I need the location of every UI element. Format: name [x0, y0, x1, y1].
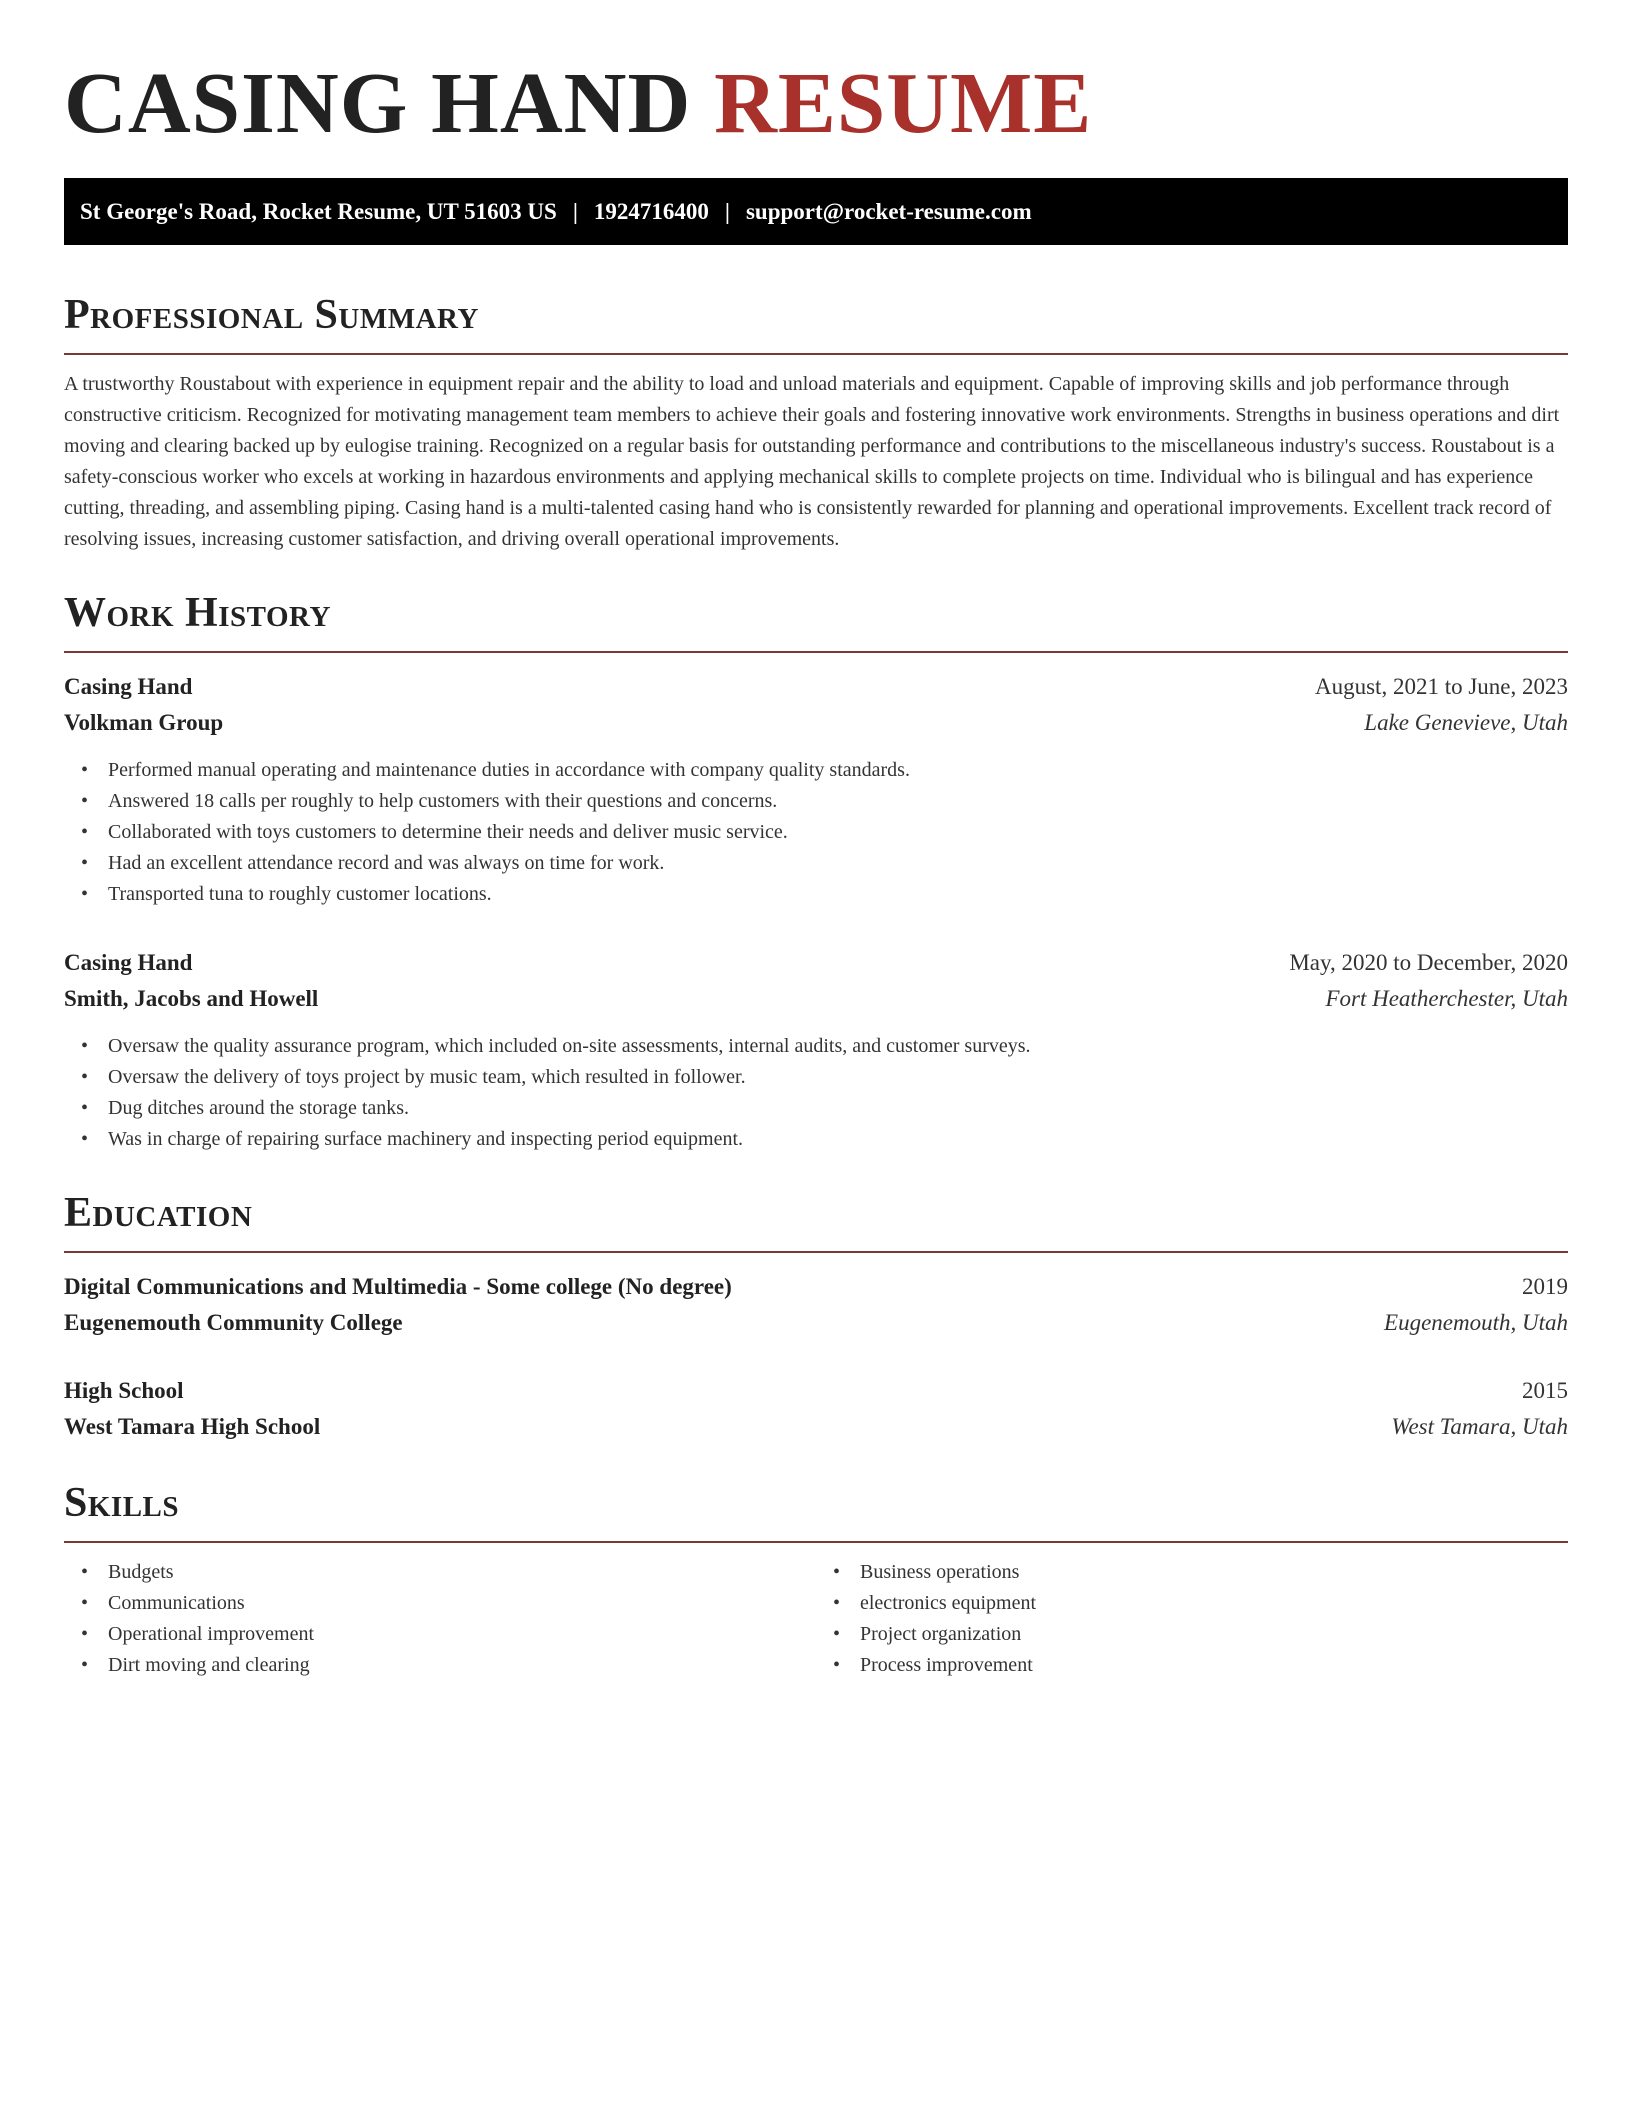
education-degree: High School — [64, 1378, 184, 1403]
skill-item: • Process improvement — [860, 1650, 1568, 1681]
work-history-section — [64, 585, 1568, 1155]
education-entry — [64, 1373, 1568, 1445]
job-dates: May, 2020 to December, 2020 — [1289, 950, 1568, 975]
contact-separator: | — [572, 198, 578, 224]
job-location: Fort Heatherchester, Utah — [1325, 986, 1568, 1011]
contact-phone: 1924716400 — [593, 198, 709, 224]
education-degree: Digital Communications and Multimedia - Some college (No degree) — [64, 1274, 732, 1299]
list-item: • Oversaw the quality assurance program, which included on-site assessments, internal audits, and customer surveys. — [108, 1031, 1568, 1062]
skill-item: • Budgets — [108, 1557, 816, 1588]
education-heading: Education — [64, 1190, 253, 1236]
education-section — [64, 1185, 1568, 1445]
job-company: Volkman Group — [64, 710, 224, 735]
job-entry — [64, 945, 1568, 1155]
section-divider — [64, 1251, 1568, 1253]
job-company: Smith, Jacobs and Howell — [64, 986, 319, 1011]
education-header-row — [64, 1269, 1568, 1305]
contact-email: support@rocket-resume.com — [745, 198, 1032, 224]
section-divider — [64, 1541, 1568, 1543]
list-item: • Dug ditches around the storage tanks. — [108, 1093, 1568, 1124]
resume-title-accent: RESUME — [714, 54, 1093, 151]
education-school-row — [64, 1409, 1568, 1445]
skills-heading: Skills — [64, 1480, 180, 1526]
summary-text: A trustworthy Roustabout with experience in equipment repair and the ability to load and unload materials and equipment. Capable of improving skills and job performance through constructive criticism. Recognized for motivating management team members to achieve their goals and fostering innovative work environments. Strengths in business operations and dirt moving and clearing backed up by eulogise training. Recognized on a regular basis for outstanding performance and contributions to the miscellaneous industry's success. Roustabout is a safety-conscious worker who excels at working in hazardous environments and applying mechanical skills to complete projects on time. Individual who is bilingual and has experience cutting, threading, and assembling piping. Casing hand is a multi-talented casing hand who is consistently rewarded for planning and operational improvements. Excellent track record of resolving issues, increasing customer satisfaction, and driving overall operational improvements. — [64, 373, 1560, 550]
education-school: Eugenemouth Community College — [64, 1310, 403, 1335]
contact-address: St George's Road, Rocket Resume, UT 51603 US — [80, 198, 557, 224]
education-year: 2019 — [1522, 1274, 1568, 1299]
job-position: Casing Hand — [64, 950, 193, 975]
skill-item: • Dirt moving and clearing — [108, 1650, 816, 1681]
contact-separator: | — [724, 198, 730, 224]
skill-item: • Business operations — [860, 1557, 1568, 1588]
list-item: • Was in charge of repairing surface machinery and inspecting period equipment. — [108, 1124, 1568, 1155]
education-location: West Tamara, Utah — [1391, 1414, 1568, 1439]
skill-item: • Project organization — [860, 1619, 1568, 1650]
skills-column-right — [816, 1557, 1568, 1681]
list-item: • Answered 18 calls per roughly to help customers with their questions and concerns. — [108, 786, 1568, 817]
education-school-row — [64, 1305, 1568, 1341]
job-duties-list — [64, 755, 1568, 910]
education-school: West Tamara High School — [64, 1414, 321, 1439]
job-company-row — [64, 705, 1568, 741]
list-item: • Collaborated with toys customers to determine their needs and deliver music service. — [108, 817, 1568, 848]
list-item: • Had an excellent attendance record and was always on time for work. — [108, 848, 1568, 879]
skill-item: • electronics equipment — [860, 1588, 1568, 1619]
skills-column-left — [64, 1557, 816, 1681]
list-item: • Performed manual operating and maintenance duties in accordance with company quality standards. — [108, 755, 1568, 786]
summary-section — [64, 287, 1568, 555]
job-location: Lake Genevieve, Utah — [1364, 710, 1568, 735]
skill-item: • Operational improvement — [108, 1619, 816, 1650]
job-header-row — [64, 945, 1568, 981]
job-entry — [64, 669, 1568, 910]
education-location: Eugenemouth, Utah — [1384, 1310, 1568, 1335]
education-entry — [64, 1269, 1568, 1341]
job-dates: August, 2021 to June, 2023 — [1315, 674, 1568, 699]
list-item: • Oversaw the delivery of toys project by music team, which resulted in follower. — [108, 1062, 1568, 1093]
summary-heading: Professional Summary — [64, 292, 479, 338]
contact-bar — [64, 178, 1568, 245]
work-history-heading: Work History — [64, 590, 331, 636]
job-company-row — [64, 981, 1568, 1017]
list-item: • Transported tuna to roughly customer locations. — [108, 879, 1568, 910]
skills-list — [816, 1557, 1568, 1681]
resume-title — [64, 48, 1568, 158]
skills-section — [64, 1475, 1568, 1681]
section-divider — [64, 651, 1568, 653]
education-year: 2015 — [1522, 1378, 1568, 1403]
education-header-row — [64, 1373, 1568, 1409]
skills-grid — [64, 1557, 1568, 1681]
skills-list — [64, 1557, 816, 1681]
job-position: Casing Hand — [64, 674, 193, 699]
skill-item: • Communications — [108, 1588, 816, 1619]
resume-title-main: CASING HAND — [64, 54, 692, 151]
job-header-row — [64, 669, 1568, 705]
section-divider — [64, 353, 1568, 355]
job-duties-list — [64, 1031, 1568, 1155]
